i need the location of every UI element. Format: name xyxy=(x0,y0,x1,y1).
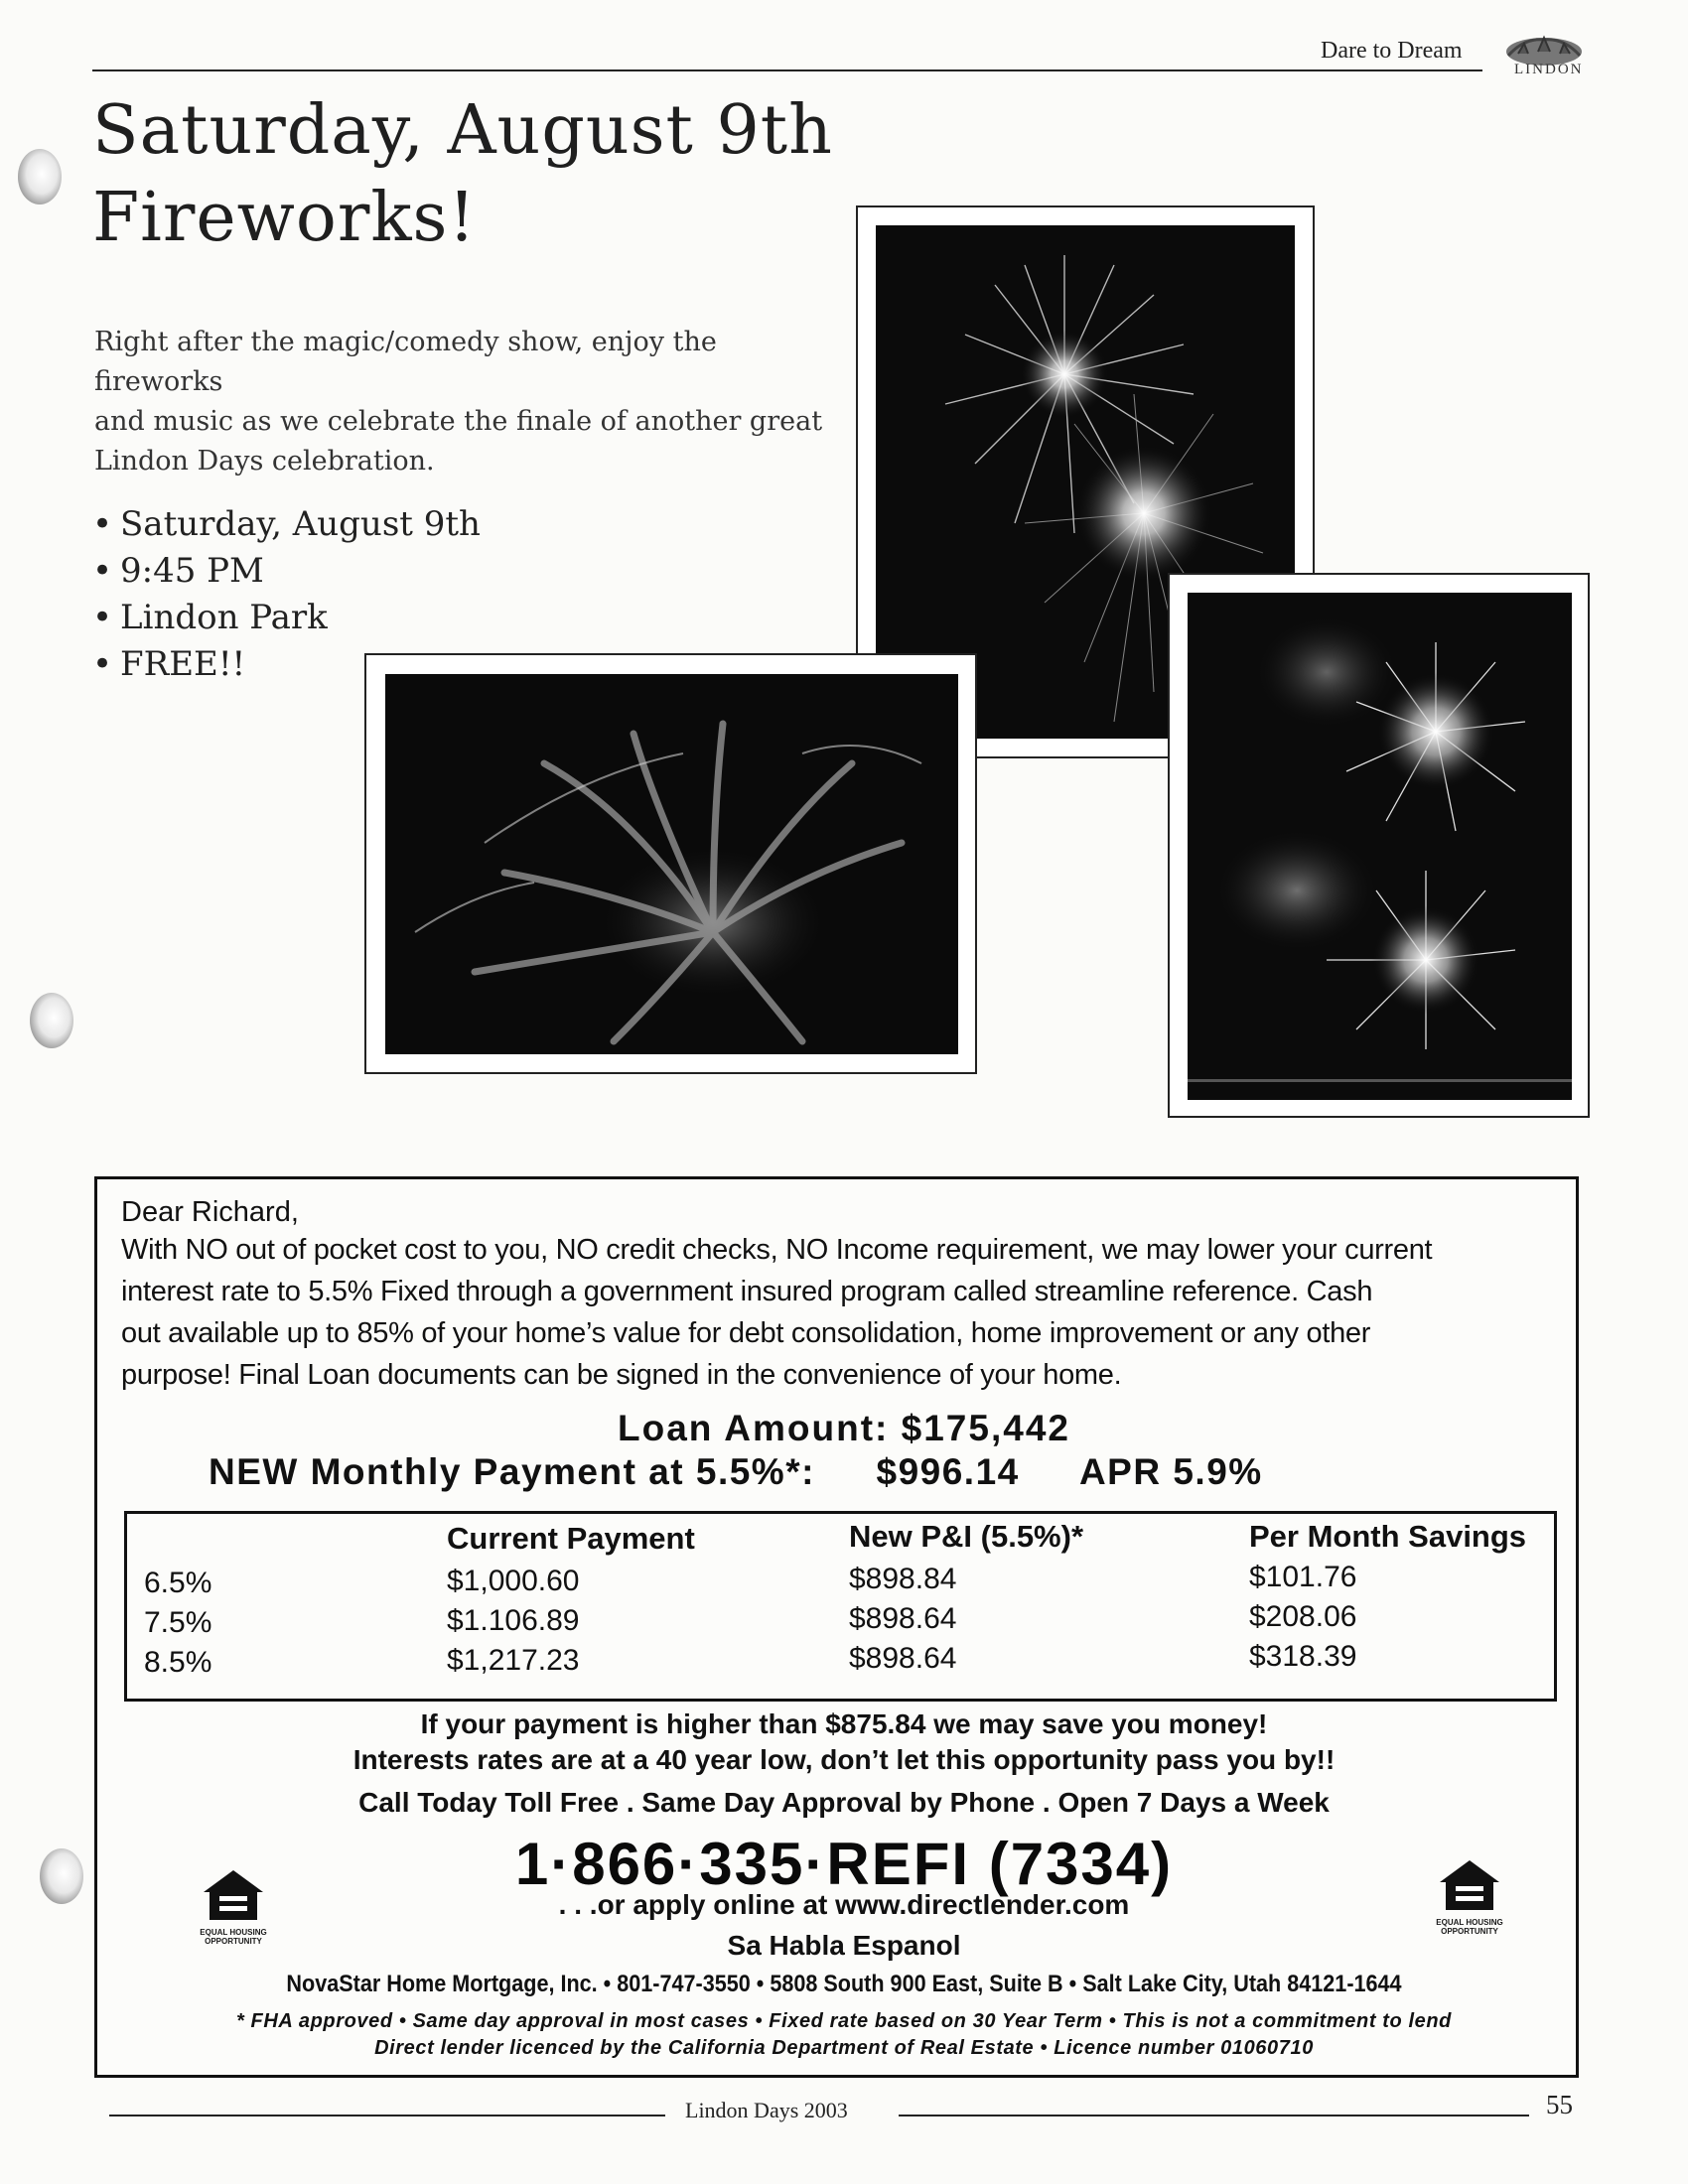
detail-date: • Saturday, August 9th xyxy=(92,501,481,548)
table-col-new xyxy=(849,1560,956,1679)
footer-rule-left xyxy=(109,2115,665,2116)
fine-print-2: Direct lender licenced by the California Department of Real Estate • Licence number 01060710 xyxy=(374,2037,1314,2059)
binder-hole-middle xyxy=(30,993,73,1048)
table-cell: $1,217.23 xyxy=(447,1644,580,1677)
title-line-2: Fireworks! xyxy=(92,179,477,257)
company-info: NovaStar Home Mortgage, Inc. • 801-747-3550 • 5808 South 900 East, Suite B • Salt Lake City, Utah 84121-1644 xyxy=(286,1971,1402,1997)
fine-print-1: * FHA approved • Same day approval in most cases • Fixed rate based on 30 Year Term • This is not a commitment to lend xyxy=(236,2010,1452,2032)
footer-rule-right xyxy=(899,2115,1529,2116)
equal-housing-icon xyxy=(194,1864,273,1924)
ad-body-line: out available up to 85% of your home’s value for debt consolidation, home improvement or any other xyxy=(121,1317,1371,1349)
table-cell: $898.84 xyxy=(849,1563,957,1595)
photo-frame-fireworks-2 xyxy=(364,653,977,1074)
header-rule xyxy=(92,69,1482,71)
header-tagline: Dare to Dream xyxy=(1321,38,1463,64)
table-cell: $318.39 xyxy=(1249,1640,1357,1673)
equal-housing-logo-left xyxy=(194,1864,273,1946)
loan-amount: Loan Amount: $175,442 xyxy=(618,1408,1070,1448)
table-cell: 7.5% xyxy=(144,1606,212,1639)
detail-time: • 9:45 PM xyxy=(92,548,481,595)
table-header-savings: Per Month Savings xyxy=(1249,1519,1527,1554)
new-payment-line xyxy=(209,1451,1263,1493)
intro-line: Right after the magic/comedy show, enjoy the fireworks xyxy=(94,327,717,397)
ehl-label: EQUAL HOUSING OPPORTUNITY xyxy=(200,1928,267,1946)
table-header-new: New P&I (5.5%)* xyxy=(849,1519,1084,1554)
table-header-current: Current Payment xyxy=(447,1521,695,1556)
ad-rates-line: Interests rates are at a 40 year low, don’t let this opportunity pass you by!! xyxy=(352,1744,1336,1775)
table-col-savings xyxy=(1249,1558,1356,1677)
page-title xyxy=(92,87,833,262)
ad-call-line: Call Today Toll Free . Same Day Approval by Phone . Open 7 Days a Week xyxy=(358,1787,1330,1818)
ehl-label: EQUAL HOUSING OPPORTUNITY xyxy=(1436,1918,1503,1936)
logo-text: LINDON xyxy=(1514,62,1584,77)
intro-line: Lindon Days celebration. xyxy=(94,446,435,477)
event-intro xyxy=(94,323,829,481)
fireworks-trails-image xyxy=(385,674,958,1054)
table-cell: 8.5% xyxy=(144,1646,212,1679)
table-cell: $1,000.60 xyxy=(447,1565,580,1597)
table-col-current xyxy=(447,1562,579,1681)
ad-body xyxy=(121,1229,1581,1396)
table-col-rate xyxy=(144,1564,211,1683)
detail-location: • Lindon Park xyxy=(92,595,481,641)
apr-value: APR 5.9% xyxy=(1078,1451,1263,1492)
detail-price: • FREE!! xyxy=(92,641,481,688)
title-line-1: Saturday, August 9th xyxy=(92,91,833,170)
phone-number[interactable]: 1·866·335·REFI (7334) xyxy=(514,1831,1174,1897)
table-cell: $1.106.89 xyxy=(447,1604,580,1637)
ad-body-line: interest rate to 5.5% Fixed through a government insured program called streamline reference. Cash xyxy=(121,1276,1373,1307)
ad-body-line: purpose! Final Loan documents can be signed in the convenience of your home. xyxy=(121,1359,1122,1391)
table-cell: 6.5% xyxy=(144,1567,212,1599)
table-cell: $898.64 xyxy=(849,1602,957,1635)
fireworks-double-burst-image xyxy=(1188,593,1572,1100)
page-number: 55 xyxy=(1546,2090,1573,2119)
spanish-note: Sa Habla Espanol xyxy=(727,1930,961,1961)
new-payment-value: $996.14 xyxy=(876,1451,1020,1492)
new-payment-label: NEW Monthly Payment at 5.5%*: xyxy=(209,1451,815,1492)
binder-hole-top xyxy=(18,149,62,205)
photo-frame-fireworks-3 xyxy=(1168,573,1590,1118)
equal-housing-logo-right xyxy=(1430,1854,1509,1936)
table-cell: $898.64 xyxy=(849,1642,957,1675)
ad-body-line: With NO out of pocket cost to you, NO credit checks, NO Income requirement, we may lower your current xyxy=(121,1234,1433,1266)
intro-line: and music as we celebrate the finale of another great xyxy=(94,406,823,437)
table-cell: $208.06 xyxy=(1249,1600,1357,1633)
equal-housing-icon xyxy=(1430,1854,1509,1914)
apply-online-link[interactable]: . . .or apply online at www.directlender.com xyxy=(558,1889,1130,1920)
table-cell: $101.76 xyxy=(1249,1561,1357,1593)
ad-save-line: If your payment is higher than $875.84 we may save you money! xyxy=(420,1708,1268,1739)
ad-greeting: Dear Richard, xyxy=(121,1196,299,1228)
footer-text: Lindon Days 2003 xyxy=(685,2098,848,2122)
